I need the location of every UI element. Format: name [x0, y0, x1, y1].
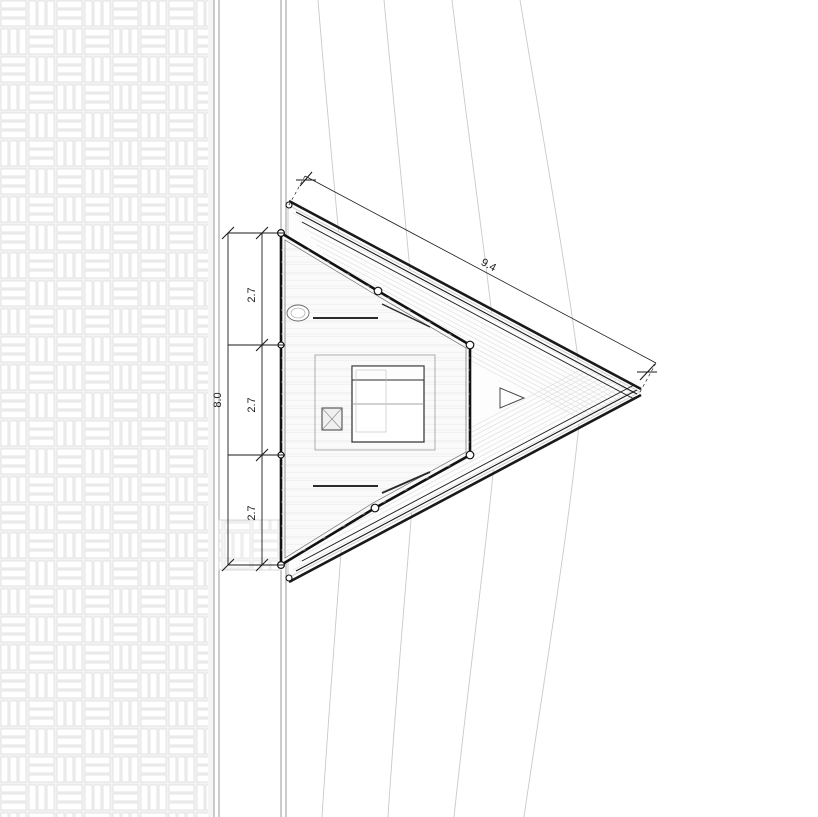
dim-label-overall: 8.0 [212, 392, 224, 408]
nightstand-furniture [322, 408, 342, 430]
dim-label-middle: 2.7 [246, 397, 258, 413]
dim-label-diagonal: 9.4 [478, 256, 498, 275]
dim-label-top: 2.7 [246, 287, 258, 303]
paved-terrace-hatch [0, 0, 214, 817]
dim-label-bottom: 2.7 [246, 505, 258, 521]
bed-furniture [352, 366, 424, 442]
toilet-fixture [287, 305, 309, 321]
